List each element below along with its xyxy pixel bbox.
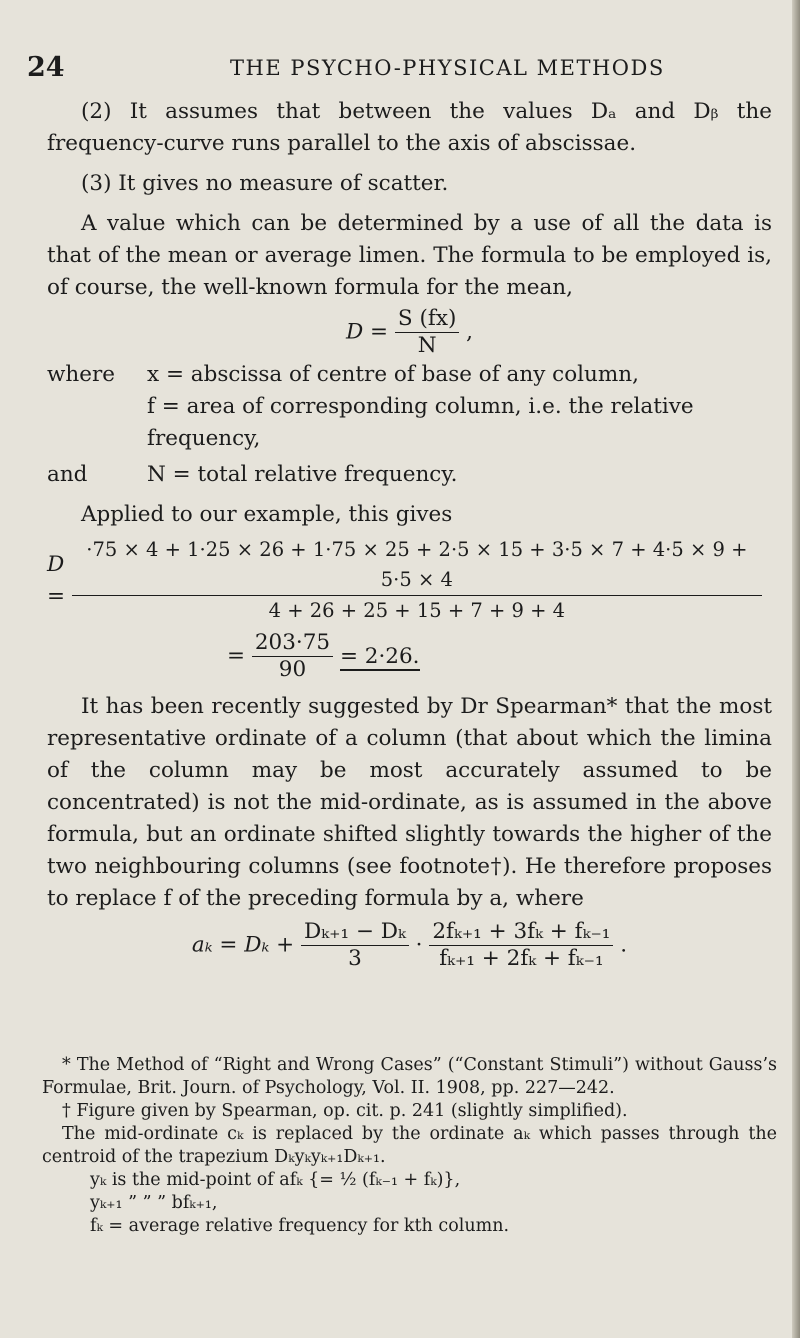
calc-fraction (72, 535, 762, 626)
definition-f-text: f = area of corresponding column, i.e. the relative frequency, (147, 394, 694, 451)
result-fraction (252, 630, 333, 683)
main-text (47, 96, 772, 972)
page-number: 24 (27, 52, 65, 83)
footnote-mid-ordinate: The mid-ordinate cₖ is replaced by the ordinate aₖ which passes through the centroid of the trapezium Dₖyₖyₖ₊₁Dₖ₊₁. (42, 1124, 777, 1167)
calc-denominator: 4 + 26 + 25 + 15 + 7 + 9 + 4 (268, 599, 566, 622)
definition-n (47, 459, 772, 491)
formula-mean-lhs: D = (345, 319, 389, 345)
page-header (0, 52, 792, 86)
running-title: THE PSYCHO-PHYSICAL METHODS (230, 56, 665, 80)
footnote-yk: yₖ is the mid-point of afₖ {= ½ (fₖ₋₁ + fₖ)}, (90, 1170, 461, 1190)
footnote-yk1: yₖ₊₁ ” ” ” bfₖ₊₁, (90, 1193, 218, 1213)
where-label: where (47, 362, 115, 387)
formula-calculation (47, 535, 772, 626)
formula-a-fraction-2 (429, 919, 613, 972)
formula-a-lhs: aₖ = Dₖ + (191, 932, 295, 958)
definition-n-text: N = total relative frequency. (147, 462, 458, 487)
formula-a-dot: · (415, 932, 423, 958)
formula-a-numerator-2: 2fₖ₊₁ + 3fₖ + fₖ₋₁ (429, 919, 613, 946)
formula-a-numerator-1: Dₖ₊₁ − Dₖ (301, 919, 409, 946)
paragraph-spearman: It has been recently suggested by Dr Spearman* that the most representative ordinate of a column (that about which the limina of the column may be most accurately assumed to be concentrated) is not the mid-ordinate, as is assumed in the above formula, but an ordinate shifted slightly towards the higher of the two neighbouring columns (see footnote†). He therefore proposes to replace f of the preceding formula by a, where (47, 694, 772, 911)
formula-mean-numerator: S (fx) (395, 306, 459, 333)
definition-f (47, 391, 772, 455)
result-value: = 2·26. (339, 643, 420, 669)
definition-x (47, 359, 772, 391)
result-numerator: 203·75 (252, 630, 333, 657)
formula-result (47, 630, 772, 683)
formula-mean-tail: , (466, 319, 474, 345)
definition-x-text: x = abscissa of centre of base of any column, (147, 362, 639, 387)
item-3: (3) It gives no measure of scatter. (81, 171, 449, 196)
and-label: and (47, 462, 88, 487)
result-denominator: 90 (278, 657, 307, 682)
applied-text: Applied to our example, this gives (81, 502, 453, 527)
formula-mean (47, 306, 772, 359)
formula-a-denominator-1: 3 (348, 946, 362, 971)
footnotes (42, 1054, 777, 1238)
footnote-dagger: † Figure given by Spearman, op. cit. p. 241 (slightly simplified). (62, 1101, 628, 1121)
item-2: (2) It assumes that between the values Dₐ and Dᵦ the frequency-curve runs parallel to the axis of abscissae. (47, 99, 772, 156)
paragraph-mean: A value which can be determined by a use of all the data is that of the mean or average limen. The formula to be employed is, of course, the well-known formula for the mean, (47, 211, 772, 300)
formula-a-fraction-1 (301, 919, 409, 972)
footnote-fk: fₖ = average relative frequency for kth column. (90, 1216, 510, 1236)
calc-lhs: D = (47, 551, 66, 609)
formula-mean-fraction (395, 306, 459, 359)
calc-numerator: ·75 × 4 + 1·25 × 26 + 1·75 × 25 + 2·5 × 15 + 3·5 × 7 + 4·5 × 9 + 5·5 × 4 (72, 535, 762, 596)
formula-mean-denominator: N (417, 333, 437, 358)
footnote-star: * The Method of “Right and Wrong Cases” (“Constant Stimuli”) without Gauss’s Formulae, Brit. Journ. of Psychology, Vol. II. 1908, pp. 227—242. (42, 1055, 777, 1098)
result-eq: = (227, 643, 246, 669)
formula-a-tail: . (620, 932, 628, 958)
page-edge (792, 0, 800, 1338)
formula-a (47, 919, 772, 972)
formula-a-denominator-2: fₖ₊₁ + 2fₖ + fₖ₋₁ (439, 946, 604, 971)
